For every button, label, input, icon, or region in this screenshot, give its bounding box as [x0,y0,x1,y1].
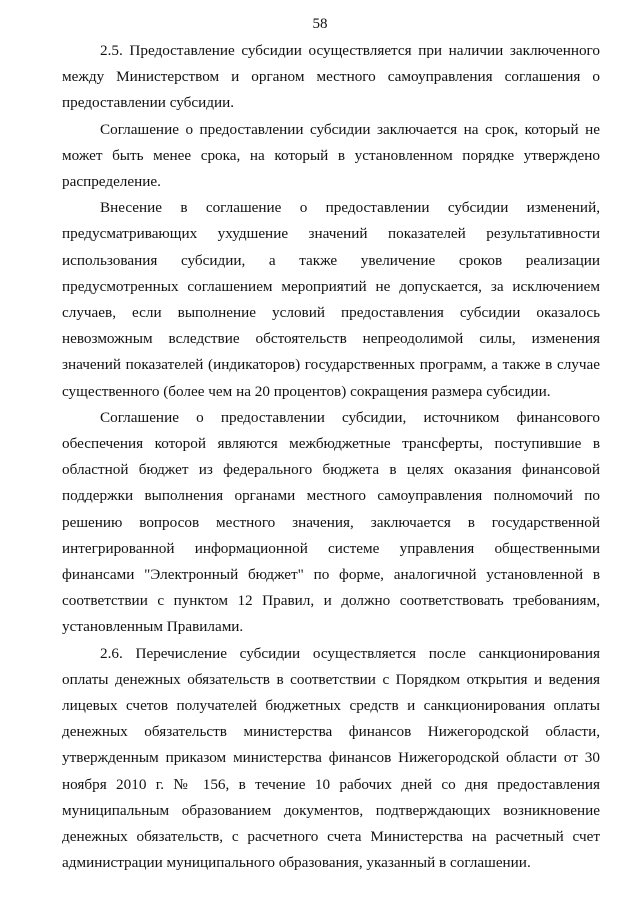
paragraph-2-6: 2.6. Перечисление субсидии осуществляется после санкционирования оплаты денежных обязательств в соответствии с Порядком открытия и ведения лицевых счетов получателей бюджетных средств и санкционирования оплаты денежных обязательств министерства финансов Нижегородской области, утвержденным приказом министерства финансов Нижегородской области от 30 ноября 2010 г. № 156, в течение 10 рабочих дней со дня предоставления муниципальным образованием документов, подтверждающих возникновение денежных обязательств, с расчетного счета Министерства на расчетный счет администрации муниципального образования, указанный в соглашении. [62,644,600,872]
paragraph-agreement-changes: Внесение в соглашение о предоставлении субсидии изменений, предусматривающих ухудшение значений показателей результативности использования субсидии, а также увеличение сроков реализации предусмотренных соглашением мероприятий не допускается, за исключением случаев, если выполнение условий предоставления субсидии оказалось невозможным вследствие обстоятельств непреодолимой силы, изменения значений показателей (индикаторов) государственных программ, а также в случае существенного (более чем на 20 процентов) сокращения размера субсидии. [62,199,600,400]
paragraph-electronic-budget: Соглашение о предоставлении субсидии, источником финансового обеспечения которой являются межбюджетные трансферты, поступившие в областной бюджет из федерального бюджета в целях оказания финансовой поддержки выполнения органами местного самоуправления полномочий по решению вопросов местного значения, заключается в государственной интегрированной информационной системе управления общественными финансами "Электронный бюджет" по форме, аналогичной установленной в соответствии с пунктом 12 Правил, и должно соответствовать требованиям, установленным Правилами. [62,408,600,636]
page-number: 58 [312,16,328,32]
paragraph-agreement-term: Соглашение о предоставлении субсидии заключается на срок, который не может быть менее срока, на который в установленном порядке утверждено распределение. [62,120,600,191]
document-body [62,38,600,877]
paragraph-2-5: 2.5. Предоставление субсидии осуществляется при наличии заключенного между Министерством и органом местного самоуправления соглашения о предоставлении субсидии. [62,42,600,112]
